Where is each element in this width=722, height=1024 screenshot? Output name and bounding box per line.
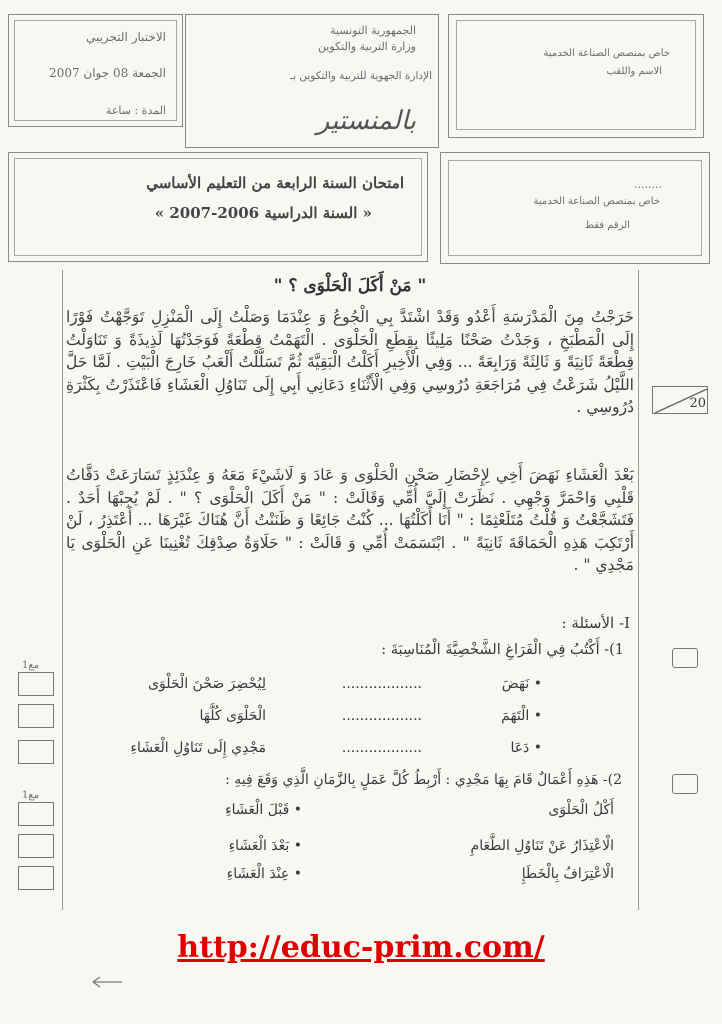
- exam-type: الاختبار التجريبي: [85, 30, 166, 44]
- grade-box-1c[interactable]: [18, 740, 54, 764]
- grade-box-1b[interactable]: [18, 704, 54, 728]
- q2-action-3: الْاعْتِرَافُ بِالْخَطَإِ: [521, 866, 614, 882]
- arrow-left-icon: [90, 976, 124, 988]
- grade-box-1a[interactable]: [18, 672, 54, 696]
- grade-label-1: مع1: [22, 660, 40, 671]
- region-handwritten: بالمنستير: [316, 106, 416, 136]
- story-paragraph-2: بَعْدَ الْعَشَاءِ نَهَضَ أَخِي لِإِحْضَارِ صَحْنِ الْحَلْوَى وَ عَادَ وَ لَاشَيْءَ مَعَهُ وَ عِنْدَئِذٍ تَسَارَعَتْ دَقَّاتُ قَلْبِي وَاحْمَرَّ وَجْهِي . نَظَرَتْ إِلَيَّ أُمِّي وَقَالَتْ : " مَنْ أَكَلَ الْحَلْوَى ؟ " . لَمْ يُجِبْهَا أَحَدٌ . فَتَشَجَّعْتُ وَ قُلْتُ مُتَلَعْثِمًا : " أَنَا أَكَلْتُهَا ... كُنْتُ جَائِعًا وَ ظَنَنْتُ أَنَّ هُنَاكَ غَيْرَهَا ... أَعْتَذِرُ ، لَنْ أَرْتَكِبَ هَذِهِ الْحَمَاقَةَ ثَانِيَةً " . ابْتَسَمَتْ أُمِّي وَ قَالَتْ : " حَلَاوَةُ صِدْقِكَ تُغْنِينَا عَنِ الْحَلْوَى يَا مَجْدِي " .: [66, 466, 634, 574]
- q1-phrase-1: لِيُحْضِرَ صَحْنَ الْحَلْوَى: [148, 676, 266, 692]
- margin-line-left: [62, 270, 63, 910]
- grade-box-2a[interactable]: [18, 802, 54, 826]
- q1-blank-1[interactable]: ..................: [341, 676, 422, 692]
- questions-heading: I- الأسئلة :: [561, 614, 630, 632]
- grade-label-2: مع1: [22, 790, 40, 801]
- exam-title: امتحان السنة الرابعة من التعليم الأساسي: [146, 174, 404, 192]
- candidate-box-line1: خاص بمنصص الصناعة الخدمية: [543, 48, 670, 59]
- margin-line-right: [638, 270, 639, 910]
- grade-box-2c[interactable]: [18, 866, 54, 890]
- q1-tick-box[interactable]: [672, 648, 698, 668]
- exam-date: الجمعة 08 جوان 2007: [49, 66, 166, 80]
- story-title: " مَنْ أَكَلَ الْحَلْوَى ؟ ": [273, 276, 427, 296]
- q2-time-2: • بَعْدَ الْعَشَاءِ: [228, 838, 302, 854]
- directorate-label: الإدارة الجهوية للتربية والتكوين بـ: [290, 70, 432, 82]
- q1-phrase-3: مَجْدِي إِلَى تَنَاوُلِ الْعَشَاءِ: [130, 740, 266, 756]
- seat-dots: ........: [634, 178, 662, 191]
- q1-blank-2[interactable]: ..................: [341, 708, 422, 724]
- grade-box-2b[interactable]: [18, 834, 54, 858]
- source-link[interactable]: http://educ-prim.com/: [177, 930, 545, 965]
- q2-time-3: • عِنْدَ الْعَشَاءِ: [226, 866, 302, 882]
- question-1: 1)- أَكْتُبُ فِي الْفَرَاغِ الشَّخْصِيَّةَ الْمُنَاسِبَةَ :: [381, 642, 624, 658]
- score-value: 20: [689, 396, 706, 411]
- q2-tick-box[interactable]: [672, 774, 698, 794]
- question-2: 2)- هَذِهِ أَعْمَالٌ قَامَ بِهَا مَجْدِي : أَرْبِطُ كُلَّ عَمَلٍ بِالزَّمَانِ الَّذِي وَقَعَ فِيهِ :: [225, 772, 622, 788]
- republic-label: الجمهورية التونسية: [330, 24, 416, 37]
- story-paragraph-1: خَرَجْتُ مِنَ الْمَدْرَسَةِ أَعْدُو وَقَدْ اشْتَدَّ بِي الْجُوعُ وَ عِنْدَمَا وَصَلْتُ إِلَى الْمَنْزِلِ تَوَجَّهْتُ فَوْرًا إِلَى الْمَطْبَخِ ، وَجَدْتُ صَحْنًا مَلِيئًا بِقِطَعِ الْحَلْوَى . الْتَهَمْتُ قِطْعَةً فَوَجَدْتُهَا لَذِيذَةً وَ تَنَاوَلْتُ قِطْعَةً ثَانِيَةً وَ ثَالِثَةً وَرَابِعَةً ... وَفِي الْأَخِيرِ أَكَلْتُ الْبَقِيَّةَ ثُمَّ تَسَلَّلْتُ أَلْعَبُ خَارِجَ الْبَيْتِ . لَمَّا حَلَّ اللَّيْلُ شَرَعْتُ فِي مُرَاجَعَةِ دُرُوسِي وَفِي الْأَثْنَاءِ دَعَانِي أَبِي إِلَى تَنَاوُلِ الْعَشَاءِ فَاعْتَذَرْتُ بِكَثْرَةِ دُرُوسِي .: [66, 308, 634, 416]
- exam-year: « السنة الدراسية 2006-2007 »: [154, 204, 372, 222]
- q2-time-1: • قَبْلَ الْعَشَاءِ: [225, 802, 302, 818]
- q1-verb-1: • نَهَضَ: [501, 676, 542, 692]
- exam-duration: المدة : ساعة: [105, 104, 166, 117]
- q1-verb-2: • الْتَهَمَ: [501, 708, 542, 724]
- q2-action-2: الْاعْتِذَارُ عَنْ تَنَاوُلِ الطَّعَامِ: [470, 838, 614, 854]
- ministry-label: وزارة التربية والتكوين: [317, 40, 416, 53]
- q1-verb-3: • دَعَا: [510, 740, 542, 756]
- q2-action-1: أَكْلُ الْحَلْوَى: [548, 802, 614, 818]
- q1-blank-3[interactable]: ..................: [341, 740, 422, 756]
- seat-number-inner: [448, 160, 702, 256]
- seat-line2: الرقم فقط: [584, 220, 630, 231]
- candidate-box-line2: الاسم واللقب: [606, 66, 662, 77]
- seat-line1: خاص بمنصص الصناعة الخدمية: [533, 196, 660, 207]
- q1-phrase-2: الْحَلْوَى كُلَّهَا: [199, 708, 266, 724]
